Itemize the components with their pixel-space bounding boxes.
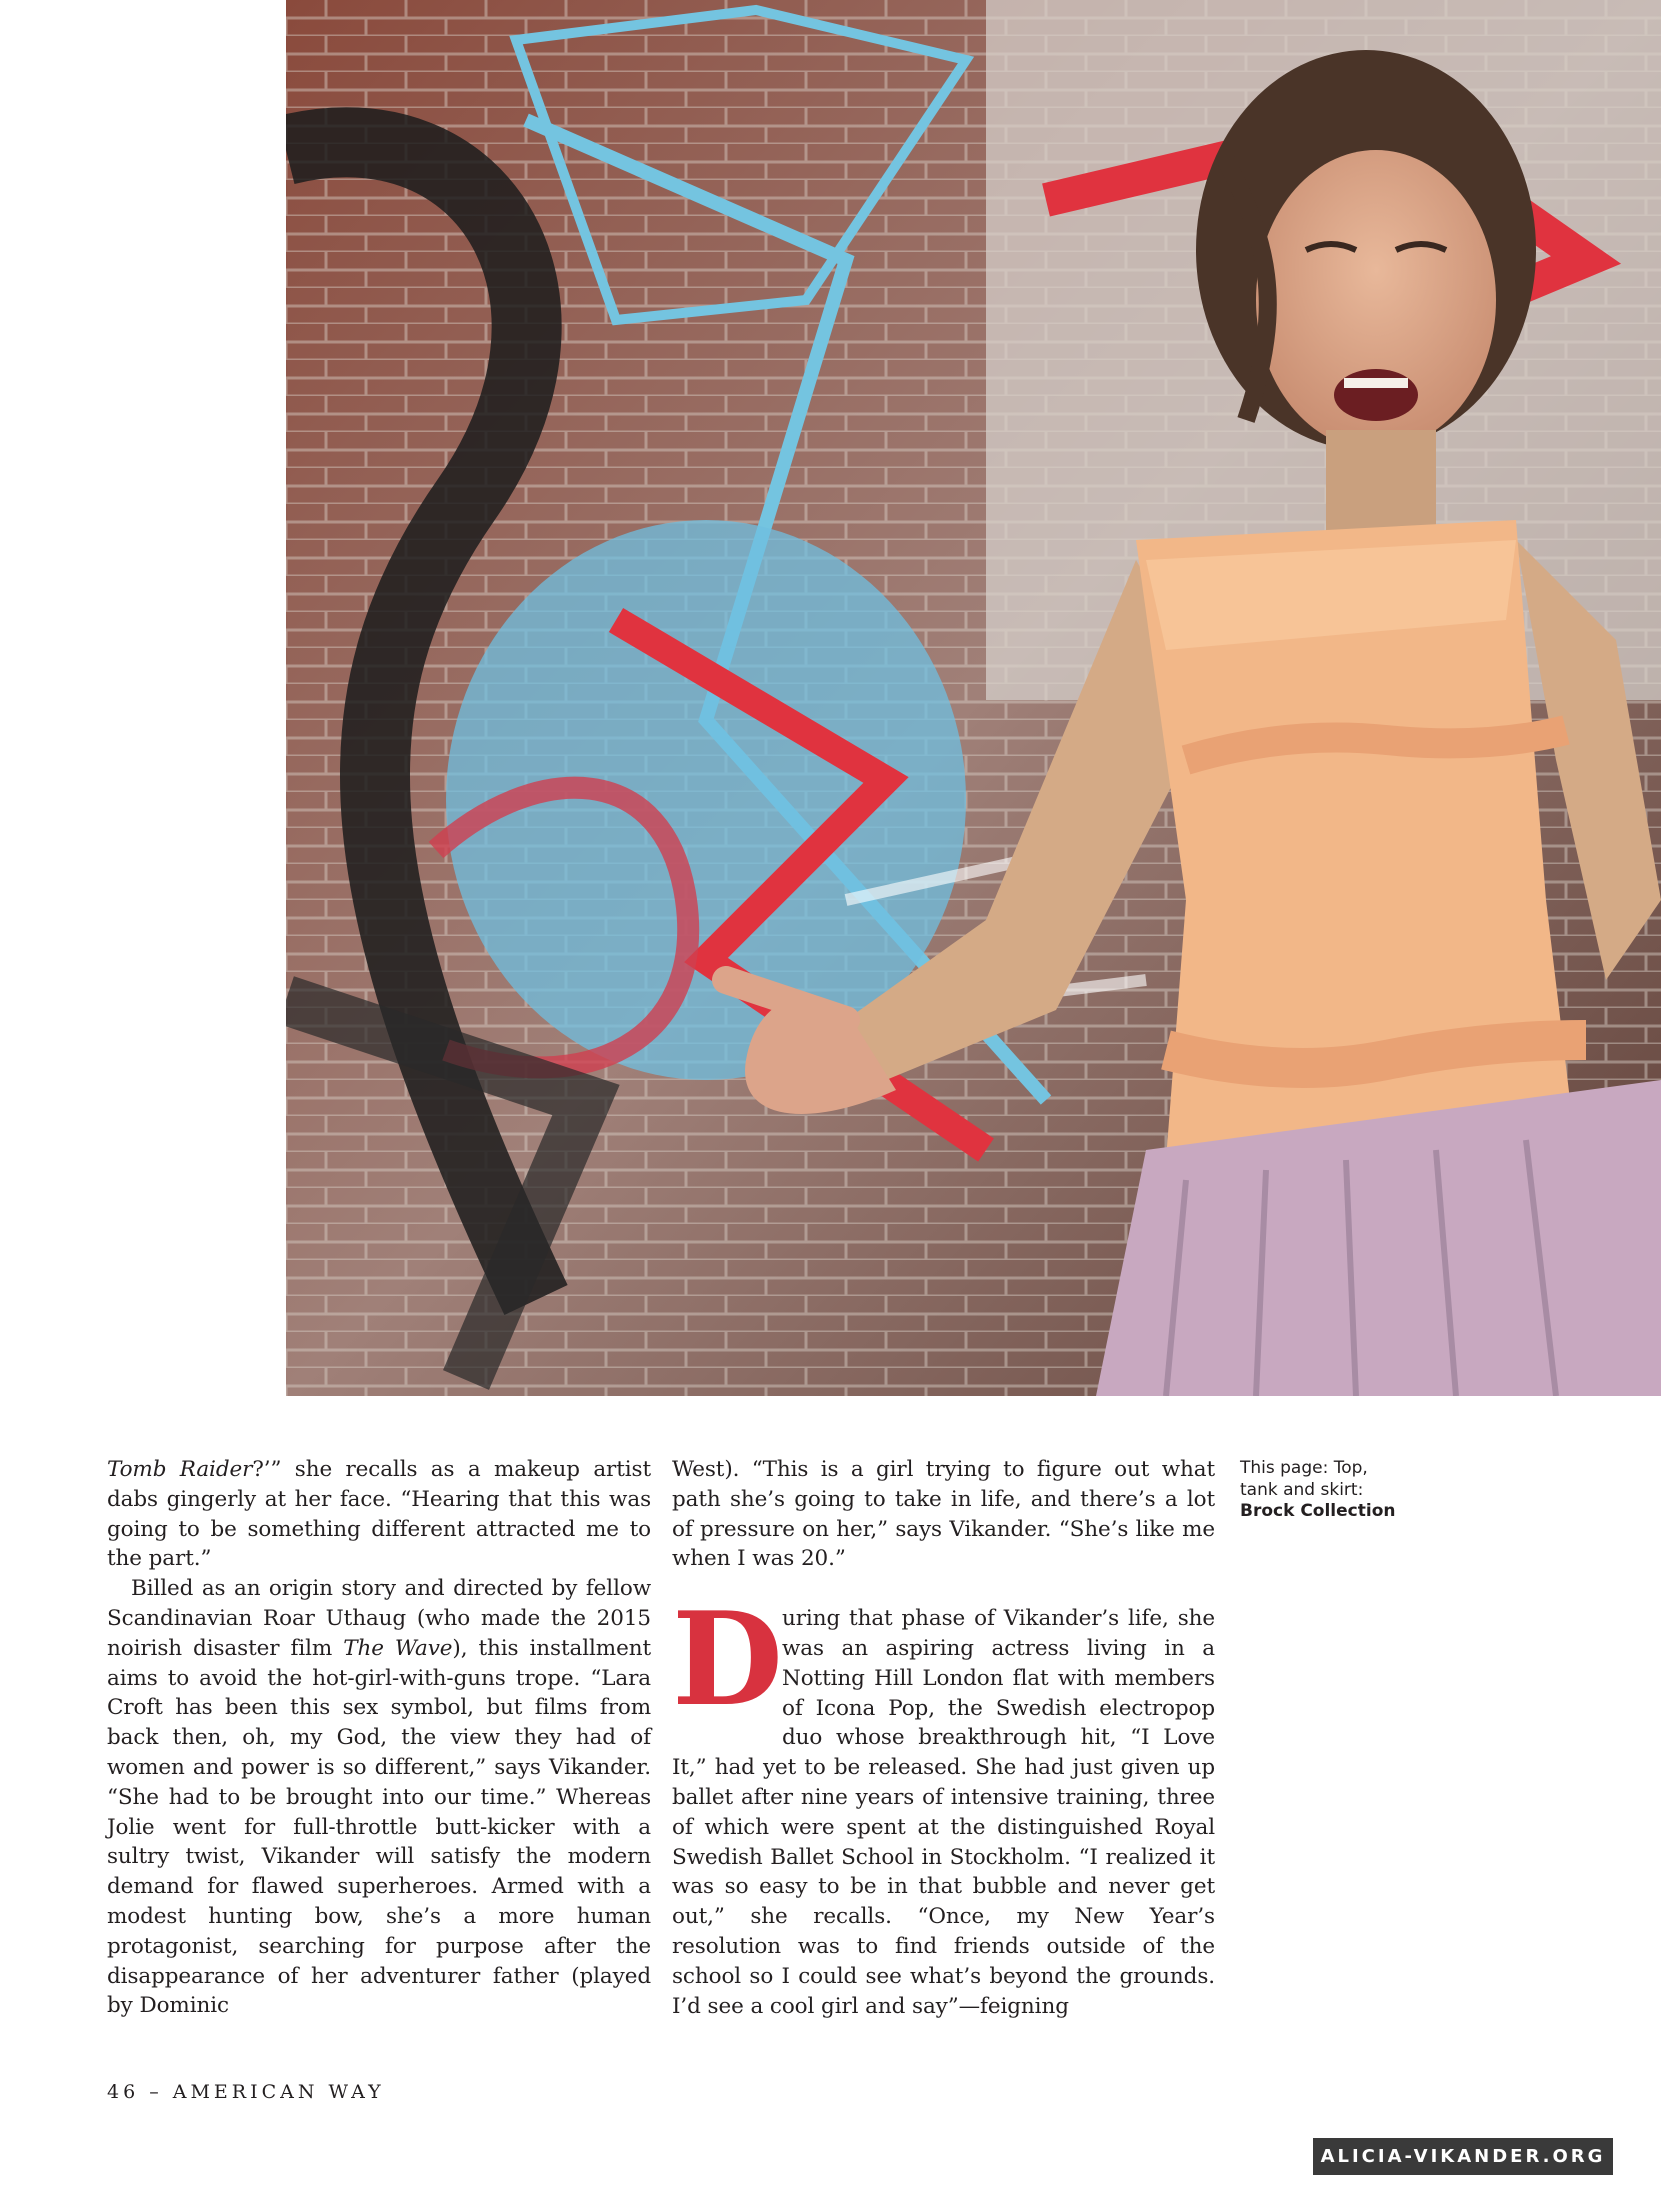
- photo-caption: [1240, 1458, 1410, 1523]
- paragraph-text: uring that phase of Vikander’s life, she was an aspiring actress living in a Notting Hill London flat with members of Icona Pop, the Swedish electropop duo whose breakthrough hit, “I Love It,” had yet to be released. She had just given up ballet after nine years of intensive training, three of which were spent at the distinguished Royal Swedish Ballet School in Stockholm. “I realized it was so easy to be in that bubble and never get out,” she recalls. “Once, my New Year’s resolution was to find friends outside of the school so I could see what’s beyond the grounds. I’d see a cool girl and say”—feigning: [672, 1606, 1215, 2019]
- watermark-badge: ALICIA-VIKANDER.ORG: [1313, 2138, 1613, 2175]
- paragraph-text: ?’” she recalls as a makeup artist dabs gingerly at her face. “Hearing that this was going to be something different attracted me to the part.”: [107, 1457, 652, 1572]
- drop-cap: D: [672, 1585, 783, 1736]
- paragraph-text: Billed as an origin story and directed by fellow Scandinavian Roar Uthaug (who made the 2015 noirish disaster film: [107, 1576, 651, 1661]
- caption-credit: Brock Collection: [1240, 1501, 1396, 1521]
- paragraph: [672, 1585, 1215, 2021]
- body-column-1: [107, 1455, 651, 2021]
- paragraph-text: ), this installment aims to avoid the hot-girl-with-guns trope. “Lara Croft has been this sex symbol, but films from back then, oh, my God, the view they had of women and power is so different,” says Vikander. “She had to be brought into our time.” Whereas Jolie went for full-throttle butt-kicker with a sultry twist, Vikander will satisfy the modern demand for flawed superheroes. Armed with a modest hunting bow, she’s a more human protagonist, searching for purpose after the disappearance of her adventurer father (played by Dominic: [107, 1635, 651, 2019]
- portrait-photo-icon: [286, 0, 1661, 1396]
- page-folio: 46 – AMERICAN WAY: [107, 2081, 385, 2103]
- paragraph: West). “This is a girl trying to figure out what path she’s going to take in life, and there’s a lot of pressure on her,” says Vikander. “She’s like me when I was 20.”: [672, 1457, 1215, 1572]
- paragraph: [107, 1455, 651, 1574]
- caption-text: This page: Top, tank and skirt:: [1240, 1458, 1368, 1500]
- paragraph: [107, 1574, 651, 2021]
- body-column-2: [672, 1455, 1215, 2021]
- film-title: The Wave: [343, 1635, 453, 1661]
- hero-photo: [286, 0, 1661, 1396]
- film-title: Tomb Raider: [107, 1457, 253, 1482]
